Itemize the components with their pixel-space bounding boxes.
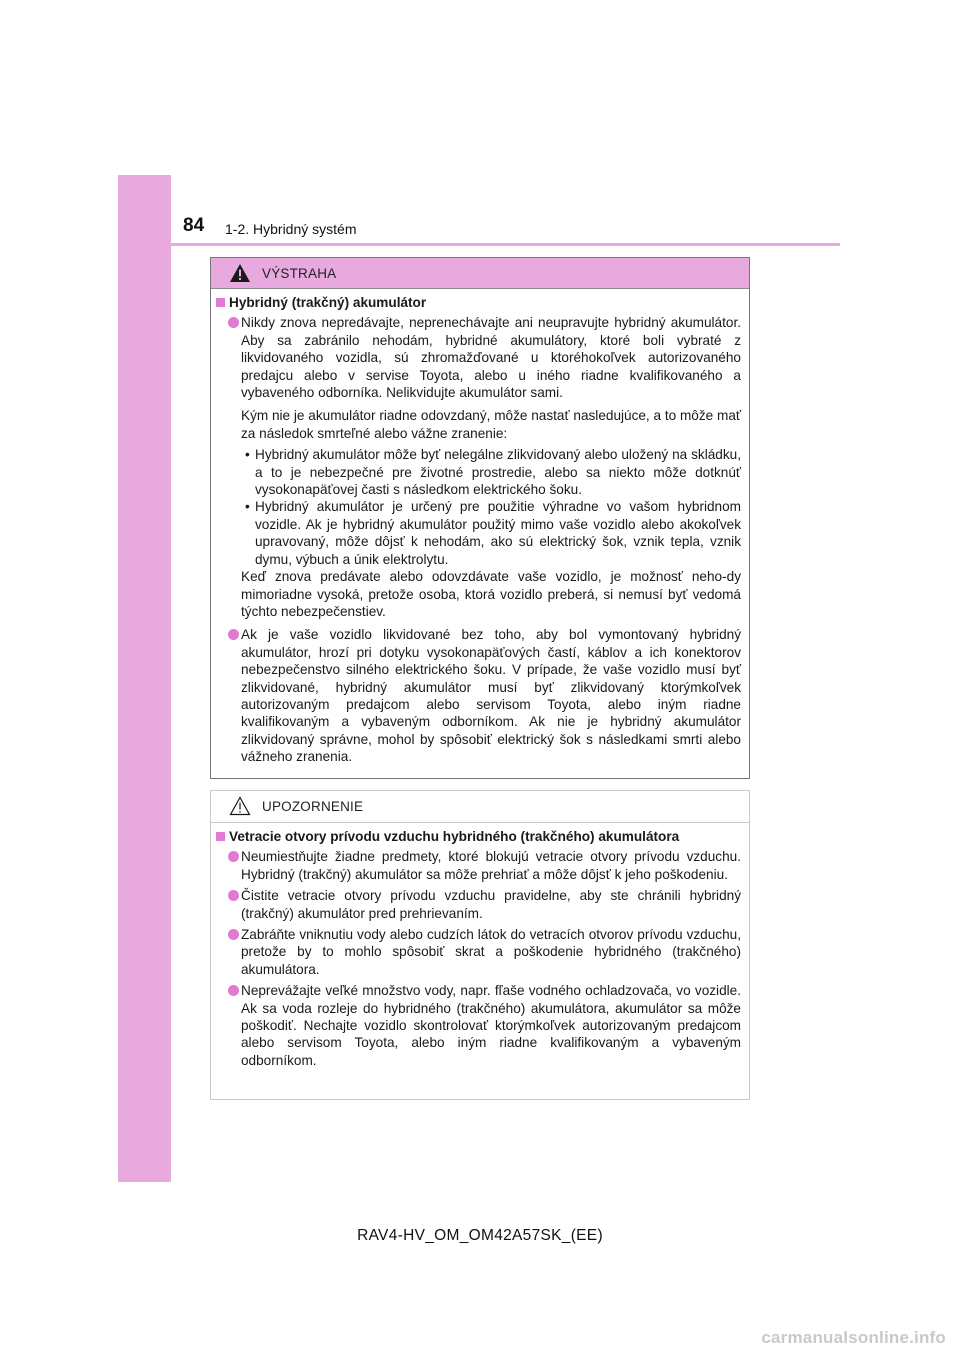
notice-subheading-text: Vetracie otvory prívodu vzduchu hybridného (trakčného) akumulátora xyxy=(229,829,680,844)
round-bullet-icon xyxy=(228,629,239,640)
warning-item-1-para: Kým nie je akumulátor riadne odovzdaný, môže nastať nasledujúce, a to môže mať za následok smrteľné alebo vážne zranenie: xyxy=(241,408,741,441)
page-number: 84 xyxy=(183,215,205,236)
bullet-mark: • xyxy=(245,499,250,515)
side-tab-bar xyxy=(118,175,171,1182)
round-bullet-icon xyxy=(228,851,239,862)
warning-triangle-icon xyxy=(229,263,251,283)
notice-box-header xyxy=(211,791,749,823)
warning-subheading xyxy=(216,294,741,311)
warning-bullet-2-text: Hybridný akumulátor je určený pre použitie výhradne vo vašom hybridnom vozidle. Ak je hybridný akumulátor použitý mimo vaše vozidlo alebo akokoľvek upravovaný, môže dôjsť k nehodám, ako sú elektrický šok, vznik tepla, vznik dymu, výbuch a únik elektrolytu. xyxy=(255,499,741,567)
notice-item-text: Čistite vetracie otvory prívodu vzduchu pravidelne, aby ste chránili hybridný (trakčný) akumulátor pred prehrievaním. xyxy=(241,888,741,921)
round-bullet-icon xyxy=(228,890,239,901)
warning-subheading-text: Hybridný (trakčný) akumulátor xyxy=(229,295,427,310)
header-rule xyxy=(171,243,840,246)
warning-item-1-text: Nikdy znova nepredávajte, neprenechávajte ani neupravujte hybridný akumulátor. Aby sa zabránilo nehodám, hybridné akumulátory, ktoré boli vybraté z likvidovaného vozidla, sú zhromažďované u ktoréhokoľvek autorizovaného predajcu alebo v servise Toyota, alebo u iného riadne kvalifikovaného a vybaveného odborníka. Nelikvidujte akumulátor sami. xyxy=(241,315,741,401)
notice-item xyxy=(216,926,741,978)
round-bullet-icon xyxy=(228,985,239,996)
round-bullet-icon xyxy=(228,929,239,940)
warning-bullet-1-text: Hybridný akumulátor môže byť nelegálne zlikvidovaný alebo uložený na skládku, a to je nebezpečné pre životné prostredie, alebo sa niekto môže dotknúť vysokonapäťovej časti s následkom elektrického šoku. xyxy=(255,447,741,498)
warning-box xyxy=(210,257,750,779)
warning-item-1-tail: Keď znova predávate alebo odovzdávate vaše vozidlo, je možnosť neho-dy mimoriadne vysoká, pretože osoba, ktorá vozidlo preberá, si nemusí byť vedomá týchto nebezpečenstiev. xyxy=(241,569,741,619)
warning-item-2-text: Ak je vaše vozidlo likvidované bez toho, aby bol vymontovaný hybridný akumulátor, hrozí pri dotyku vysokonapäťových častí, káblov a ich konektorov nebezpečenstvo silného elektrického šoku. V prípade, že vaše vozidlo musí byť zlikvidované, hybridný akumulátor musí byť zlikvidovaný ktorýmkoľvek autorizovaným predajcom alebo servisom Toyota, alebo iným riadne kvalifikovaným a vybaveným odborníkom. Ak nie je hybridný akumulátor zlikvidovaný správne, mohol by spôsobiť elektrický šok s následkami smrti alebo vážneho zranenia. xyxy=(241,627,741,765)
bullet-mark: • xyxy=(245,447,250,463)
notice-item xyxy=(216,982,741,1069)
section-title: 1-2. Hybridný systém xyxy=(225,221,357,237)
document-code: RAV4-HV_OM_OM42A57SK_(EE) xyxy=(357,1227,603,1244)
notice-item-text: Neumiestňujte žiadne predmety, ktoré blokujú vetracie otvory prívodu vzduchu. Hybridný (trakčný) akumulátor sa môže prehriať a môže dôjsť k jeho poškodeniu. xyxy=(241,849,741,882)
notice-box-title: UPOZORNENIE xyxy=(262,799,364,814)
notice-item-text: Neprevážajte veľké množstvo vody, napr. fľaše vodného ochladzovača, vo vozidle. Ak sa voda rozleje do hybridného (trakčného) akumulátora, akumulátor sa môže poškodiť. Nechajte vozidlo skontrolovať ktorýmkoľvek autorizovaným predajcom alebo servisom Toyota, alebo iným riadne kvalifikovaným a vybaveným odborníkom. xyxy=(241,983,741,1068)
warning-item-2 xyxy=(216,626,741,765)
warning-bullet-2 xyxy=(216,498,741,568)
warning-box-header xyxy=(211,258,749,289)
warning-bullet-1 xyxy=(216,446,741,498)
notice-item-text: Zabráňte vniknutiu vody alebo cudzích látok do vetracích otvorov prívodu vzduchu, pretože by to mohlo spôsobiť skrat a poškodenie hybridného (trakčného) akumulátora. xyxy=(241,927,741,977)
caution-triangle-icon xyxy=(229,796,251,816)
warning-item-1 xyxy=(216,314,741,401)
watermark[interactable]: carmanualsonline.info xyxy=(761,1328,946,1347)
round-bullet-icon xyxy=(228,317,239,328)
warning-box-title: VÝSTRAHA xyxy=(262,266,337,281)
square-bullet-icon xyxy=(216,832,225,841)
notice-box xyxy=(210,790,750,1100)
square-bullet-icon xyxy=(216,298,225,307)
notice-subheading xyxy=(216,828,741,845)
notice-item xyxy=(216,887,741,922)
notice-item xyxy=(216,848,741,883)
